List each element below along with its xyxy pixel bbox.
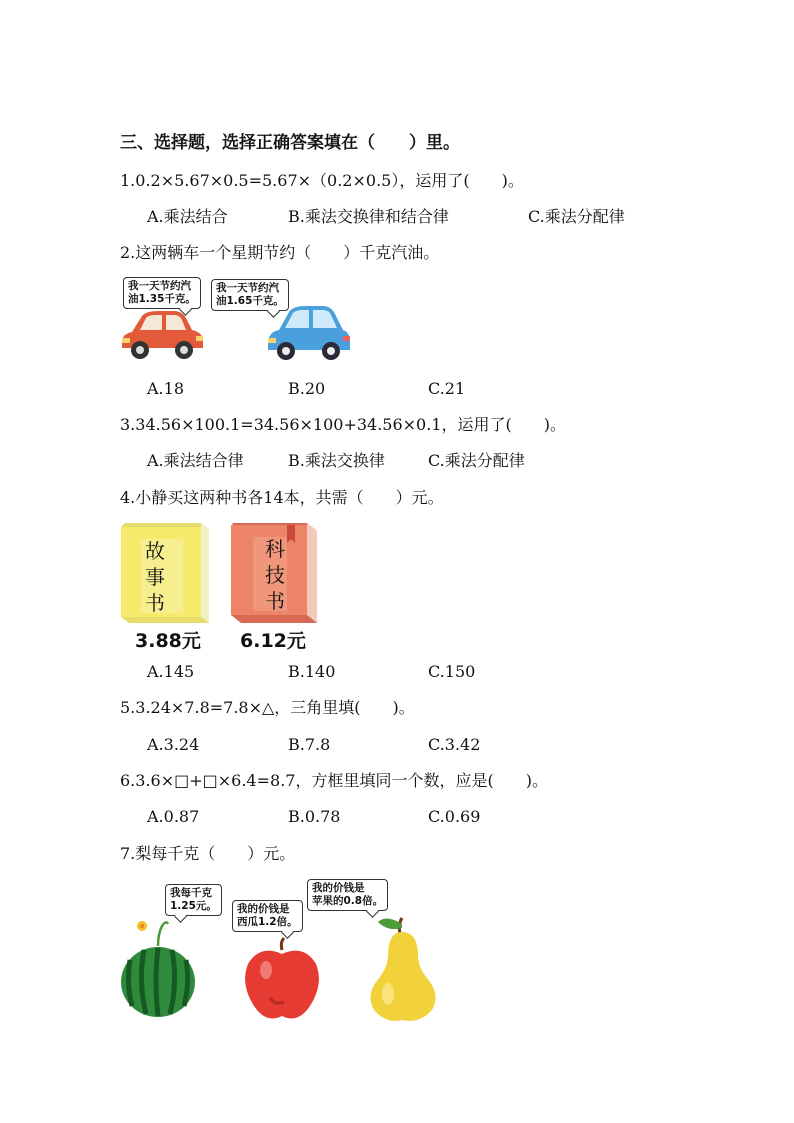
story-book-price: 3.88元 <box>135 630 201 652</box>
q4-option-b[interactable]: B.140 <box>288 662 336 681</box>
question-5-stem: 5.3.24×7.8=7.8×△，三角里填( )。 <box>120 698 415 717</box>
q3-option-b[interactable]: B.乘法交换律 <box>288 451 385 470</box>
q2-option-a[interactable]: A.18 <box>147 379 184 398</box>
science-book-price: 6.12元 <box>240 630 306 652</box>
q1-option-a[interactable]: A.乘法结合 <box>147 207 228 226</box>
watermelon-icon <box>118 912 200 1020</box>
watermelon-speech-bubble: 我每千克 1.25元。 <box>165 884 222 916</box>
q6-option-b[interactable]: B.0.78 <box>288 807 341 826</box>
apple-icon <box>240 936 324 1022</box>
red-car-speech-bubble: 我一天节约汽 油1.35千克。 <box>123 277 201 309</box>
q2-option-c[interactable]: C.21 <box>428 379 466 398</box>
science-book-title: 科 技 书 <box>265 537 285 613</box>
question-3-stem: 3.34.56×100.1=34.56×100+34.56×0.1，运用了( )。 <box>120 415 566 434</box>
q3-option-c[interactable]: C.乘法分配律 <box>428 451 525 470</box>
pear-speech-bubble: 我的价钱是 苹果的0.8倍。 <box>307 879 388 911</box>
question-4-stem: 4.小静买这两种书各14本，共需（ ）元。 <box>120 488 444 507</box>
q6-option-a[interactable]: A.0.87 <box>147 807 200 826</box>
story-book-title: 故 事 书 <box>145 539 165 615</box>
question-1-stem: 1.0.2×5.67×0.5=5.67×（0.2×0.5），运用了( )。 <box>120 171 524 190</box>
q1-option-b[interactable]: B.乘法交换律和结合律 <box>288 207 449 226</box>
q4-option-c[interactable]: C.150 <box>428 662 476 681</box>
pear-icon <box>362 914 444 1024</box>
q4-option-a[interactable]: A.145 <box>147 662 195 681</box>
red-car-icon <box>118 308 206 362</box>
q6-option-c[interactable]: C.0.69 <box>428 807 481 826</box>
section-title: 三、选择题，选择正确答案填在（ ）里。 <box>120 133 460 153</box>
q5-option-a[interactable]: A.3.24 <box>147 735 200 754</box>
q5-option-c[interactable]: C.3.42 <box>428 735 481 754</box>
question-7-stem: 7.梨每千克（ ）元。 <box>120 844 296 863</box>
q2-option-b[interactable]: B.20 <box>288 379 326 398</box>
apple-speech-bubble: 我的价钱是 西瓜1.2倍。 <box>232 900 303 932</box>
blue-car-icon <box>265 304 353 362</box>
q5-option-b[interactable]: B.7.8 <box>288 735 331 754</box>
blue-car-speech-bubble: 我一天节约汽 油1.65千克。 <box>211 279 289 311</box>
q1-option-c[interactable]: C.乘法分配律 <box>528 207 625 226</box>
question-2-stem: 2.这两辆车一个星期节约（ ）千克汽油。 <box>120 243 440 262</box>
question-6-stem: 6.3.6×□+□×6.4=8.7，方框里填同一个数，应是( )。 <box>120 771 548 790</box>
q3-option-a[interactable]: A.乘法结合律 <box>147 451 244 470</box>
